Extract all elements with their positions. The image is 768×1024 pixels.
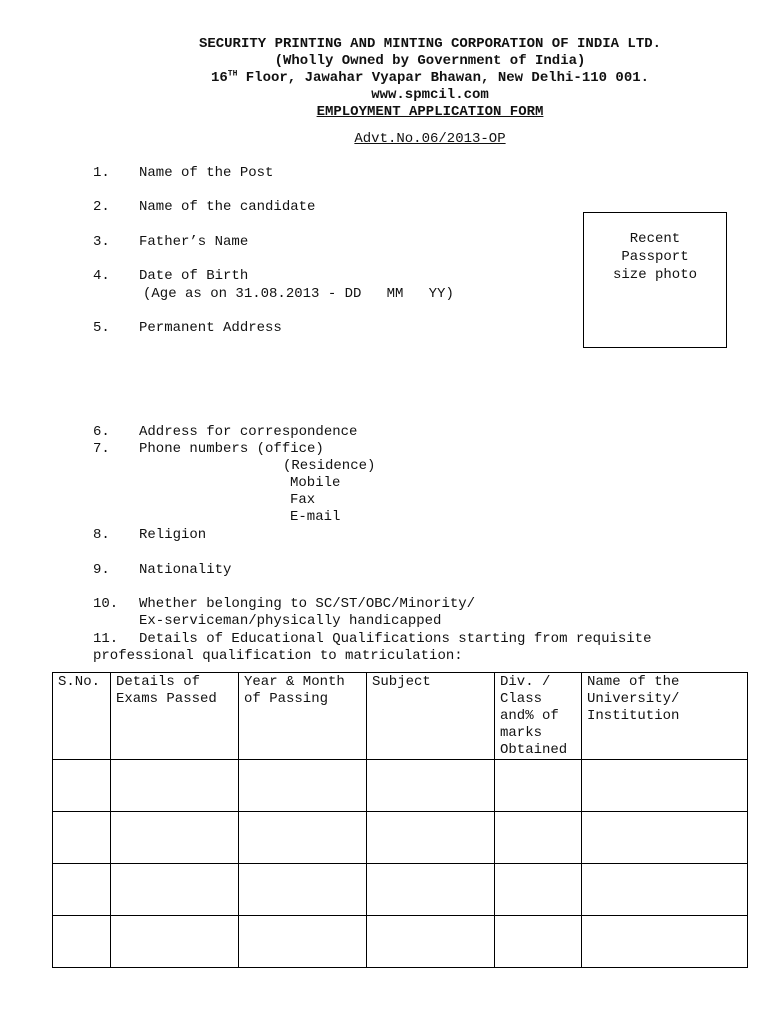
table-cell[interactable] bbox=[367, 864, 495, 916]
field-age-note: (Age as on 31.08.2013 - DD MM YY) bbox=[143, 286, 454, 302]
table-cell[interactable] bbox=[239, 864, 367, 916]
field-permanent-address: Permanent Address bbox=[139, 320, 282, 336]
table-cell[interactable] bbox=[53, 864, 111, 916]
table-cell[interactable] bbox=[582, 760, 748, 812]
table-cell[interactable] bbox=[111, 916, 239, 968]
field-category: Whether belonging to SC/ST/OBC/Minority/ bbox=[139, 596, 476, 612]
form-title bbox=[0, 104, 768, 120]
field-1-number: 1. bbox=[93, 165, 110, 181]
field-8-number: 8. bbox=[93, 527, 110, 543]
table-header-row bbox=[53, 673, 748, 760]
header-year-month: Year & Month of Passing bbox=[239, 673, 367, 760]
photo-label-line2: Passport bbox=[621, 249, 689, 265]
table-row bbox=[53, 760, 748, 812]
table-cell[interactable] bbox=[111, 812, 239, 864]
table-cell[interactable] bbox=[239, 760, 367, 812]
header-sno: S.No. bbox=[53, 673, 111, 760]
table-row bbox=[53, 916, 748, 968]
field-education-details: Details of Educational Qualifications starting from requisite bbox=[139, 631, 652, 647]
table-cell[interactable] bbox=[53, 916, 111, 968]
ownership-line: (Wholly Owned by Government of India) bbox=[274, 53, 586, 69]
qualifications-table bbox=[52, 672, 748, 968]
table-cell[interactable] bbox=[582, 812, 748, 864]
field-phone-office: Phone numbers (office) bbox=[139, 441, 324, 457]
field-2-number: 2. bbox=[93, 199, 110, 215]
field-4-number: 4. bbox=[93, 268, 110, 284]
table-cell[interactable] bbox=[53, 812, 111, 864]
address-floor-number: 16 bbox=[210, 70, 228, 86]
website: www.spmcil.com bbox=[371, 87, 489, 103]
field-candidate-name: Name of the candidate bbox=[139, 199, 316, 215]
table-cell[interactable] bbox=[111, 864, 239, 916]
table-cell[interactable] bbox=[367, 916, 495, 968]
table-row bbox=[53, 864, 748, 916]
field-phone-mobile: Mobile bbox=[290, 475, 341, 491]
table-cell[interactable] bbox=[495, 864, 582, 916]
address-rest: Floor, Jawahar Vyapar Bhawan, New Delhi-110 001. bbox=[237, 70, 650, 86]
table-cell[interactable] bbox=[111, 760, 239, 812]
field-date-of-birth: Date of Birth bbox=[139, 268, 249, 284]
header-university: Name of the University/ Institution bbox=[582, 673, 748, 760]
table-cell[interactable] bbox=[367, 812, 495, 864]
passport-photo-box bbox=[583, 212, 727, 348]
table-cell[interactable] bbox=[53, 760, 111, 812]
field-5-number: 5. bbox=[93, 320, 110, 336]
field-11-number: 11. bbox=[93, 631, 119, 647]
advt-number bbox=[0, 131, 768, 147]
field-correspondence-address: Address for correspondence bbox=[139, 424, 358, 440]
table-cell[interactable] bbox=[495, 916, 582, 968]
field-post-name: Name of the Post bbox=[139, 165, 274, 181]
advt-number-text: Advt.No.06/2013-OP bbox=[354, 131, 506, 147]
header-subject: Subject bbox=[367, 673, 495, 760]
table-cell[interactable] bbox=[582, 916, 748, 968]
field-7-number: 7. bbox=[93, 441, 110, 457]
form-title-text: EMPLOYMENT APPLICATION FORM bbox=[316, 104, 544, 120]
table-cell[interactable] bbox=[495, 812, 582, 864]
table-cell[interactable] bbox=[582, 864, 748, 916]
field-email: E-mail bbox=[290, 509, 341, 525]
field-3-number: 3. bbox=[93, 234, 110, 250]
table-cell[interactable] bbox=[367, 760, 495, 812]
photo-label-line3: size photo bbox=[612, 267, 697, 283]
field-phone-residence: (Residence) bbox=[283, 458, 376, 474]
org-name: SECURITY PRINTING AND MINTING CORPORATION OF INDIA LTD. bbox=[198, 36, 662, 52]
table-cell[interactable] bbox=[239, 812, 367, 864]
field-6-number: 6. bbox=[93, 424, 110, 440]
table-cell[interactable] bbox=[239, 916, 367, 968]
address-floor-suffix: TH bbox=[227, 69, 238, 79]
field-religion: Religion bbox=[139, 527, 207, 543]
field-category-line2: Ex-serviceman/physically handicapped bbox=[139, 613, 442, 629]
header-exam-details: Details of Exams Passed bbox=[111, 673, 239, 760]
field-phone-fax: Fax bbox=[290, 492, 316, 508]
field-9-number: 9. bbox=[93, 562, 110, 578]
photo-label-line1: Recent bbox=[629, 231, 681, 247]
org-address bbox=[0, 70, 768, 86]
table-cell[interactable] bbox=[495, 760, 582, 812]
field-education-details-line2: professional qualification to matriculation: bbox=[93, 648, 463, 664]
table-row bbox=[53, 812, 748, 864]
field-father-name: Father’s Name bbox=[139, 234, 249, 250]
field-10-number: 10. bbox=[93, 596, 119, 612]
field-nationality: Nationality bbox=[139, 562, 232, 578]
header-division-marks: Div. / Class and% of marks Obtained bbox=[495, 673, 582, 760]
